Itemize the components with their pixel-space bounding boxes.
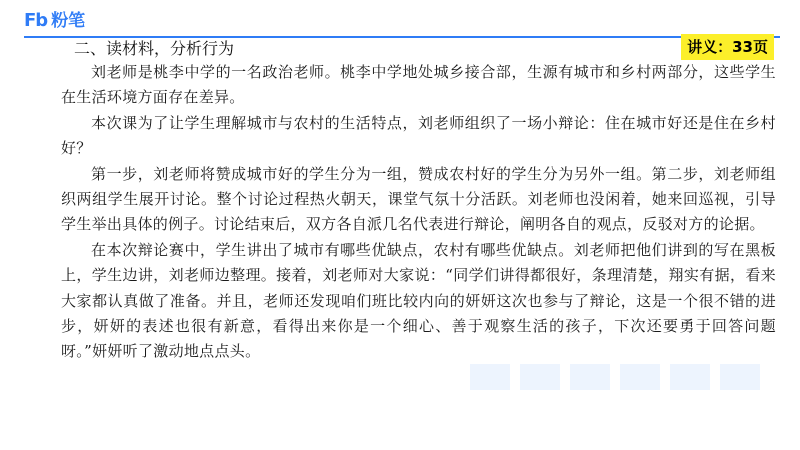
paragraph: 刘老师是桃李中学的一名政治老师。桃李中学地处城乡接合部，生源有城市和乡村两部分，这些学生在生活环境方面存在差异。	[61, 63, 776, 107]
lecture-page-badge: 讲义：33页	[681, 34, 774, 60]
logo-mark: Fb	[24, 10, 48, 31]
material-text	[61, 60, 776, 365]
paragraph: 第一步，刘老师将赞成城市好的学生分为一组，赞成农村好的学生分为另外一组。第二步，刘老师组织两组学生展开讨论。整个讨论过程热火朝天，课堂气氛十分活跃。刘老师也没闲着，她来回巡视，引导学生举出具体的例子。讨论结束后，双方各自派几名代表进行辩论，阐明各自的观点，反驳对方的论据。	[61, 164, 776, 234]
section-title: 二、读材料，分析行为	[74, 39, 235, 58]
watermark-graphic	[470, 356, 770, 396]
brand-logo	[24, 9, 85, 33]
paragraph: 在本次辩论赛中，学生讲出了城市有哪些优缺点，农村有哪些优缺点。刘老师把他们讲到的写在黑板上，学生边讲，刘老师边整理。接着，刘老师对大家说：“同学们讲得都很好，条理清楚，翔实有据，看来大家都认真做了准备。并且，老师还发现咱们班比较内向的妍妍这次也参与了辩论，这是一个很不错的进步，妍妍的表述也很有新意，看得出来你是一个细心、善于观察生活的孩子，下次还要勇于回答问题呀。”妍妍听了激动地点点头。	[61, 240, 776, 361]
paragraph: 本次课为了让学生理解城市与农村的生活特点，刘老师组织了一场小辩论：住在城市好还是住在乡村好？	[61, 113, 776, 158]
logo-text: 粉笔	[51, 11, 86, 31]
